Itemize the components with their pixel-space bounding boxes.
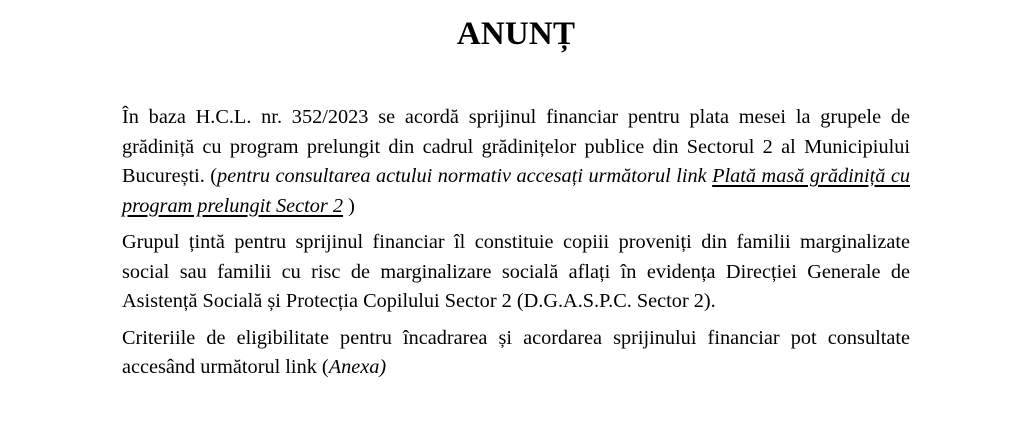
paragraph-eligibility [122,324,910,383]
legal-basis-text: În baza H.C.L. nr. 352/2023 se acordă sprijinul financiar pentru plata mesei la grupele de grădiniță cu program prelungit din cadrul grădinițelor publice din Sectorul 2 al Municipiului București. ( [122,106,910,187]
paragraph-target-group: Grupul țintă pentru sprijinul financiar îl constituie copiii proveniți din familii marginalizate social sau familii cu risc de marginalizare socială aflați în evidența Direcției Generale de Asistență Socială și Protecția Copilului Sector 2 (D.G.A.S.P.C. Sector 2). [122,231,910,312]
closing-paren: ) [343,194,355,217]
paragraph-legal-basis [122,103,910,221]
normative-act-note: pentru consultarea actului normativ accesați următorul link [217,165,707,187]
annex-link[interactable]: Anexa) [328,356,387,378]
eligibility-text: Criteriile de eligibilitate pentru încadrarea și acordarea sprijinului financiar pot consultate accesând următorul link ( [122,326,910,378]
announcement-body [122,103,910,390]
page-title: ANUNȚ [456,16,576,52]
normative-act-link[interactable]: Plată masă grădiniță cu program prelungit Sector 2 [122,165,910,217]
